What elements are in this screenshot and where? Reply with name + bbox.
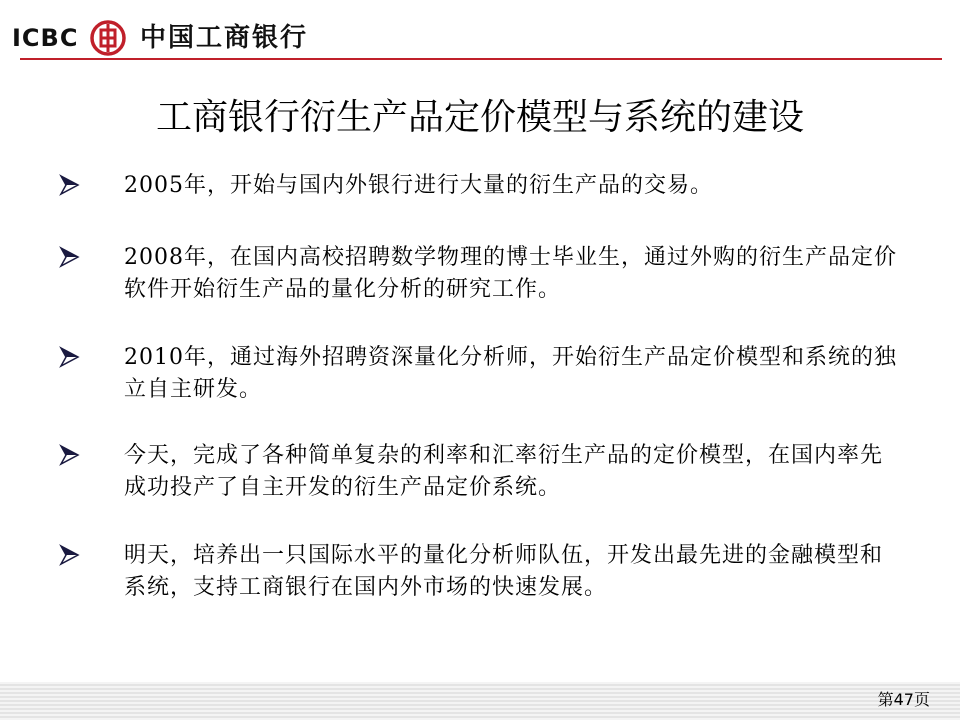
header [0, 0, 960, 68]
bank-name: 中国工商银行 [140, 23, 309, 53]
bullet-text: 2010年，通过海外招聘资深量化分析师，开始衍生产品定价模型和系统的独立自主研发。 [124, 345, 897, 402]
arrow-bullet-icon [58, 544, 80, 566]
icbc-logo-text: ICBC [12, 24, 79, 52]
slide-title: 工商银行衍生产品定价模型与系统的建设 [155, 97, 804, 138]
bullet-text: 2005年，开始与国内外银行进行大量的衍生产品的交易。 [124, 173, 713, 198]
arrow-bullet-icon [58, 174, 80, 196]
page-number: 第47页 [877, 690, 930, 709]
footer-band [0, 682, 960, 720]
bullet-text: 明天，培养出一只国际水平的量化分析师队伍，开发出最先进的金融模型和系统，支持工商银行在国内外市场的快速发展。 [124, 543, 884, 600]
bullet-text: 2008年，在国内高校招聘数学物理的博士毕业生，通过外购的衍生产品定价软件开始衍生产品的量化分析的研究工作。 [124, 245, 897, 302]
arrow-bullet-icon [58, 444, 80, 466]
arrow-bullet-icon [58, 346, 80, 368]
bullet-text: 今天，完成了各种简单复杂的利率和汇率衍生产品的定价模型，在国内率先成功投产了自主开发的衍生产品定价系统。 [124, 443, 884, 500]
icbc-seal-icon [90, 20, 126, 56]
header-divider [20, 58, 942, 60]
arrow-bullet-icon [58, 246, 80, 268]
